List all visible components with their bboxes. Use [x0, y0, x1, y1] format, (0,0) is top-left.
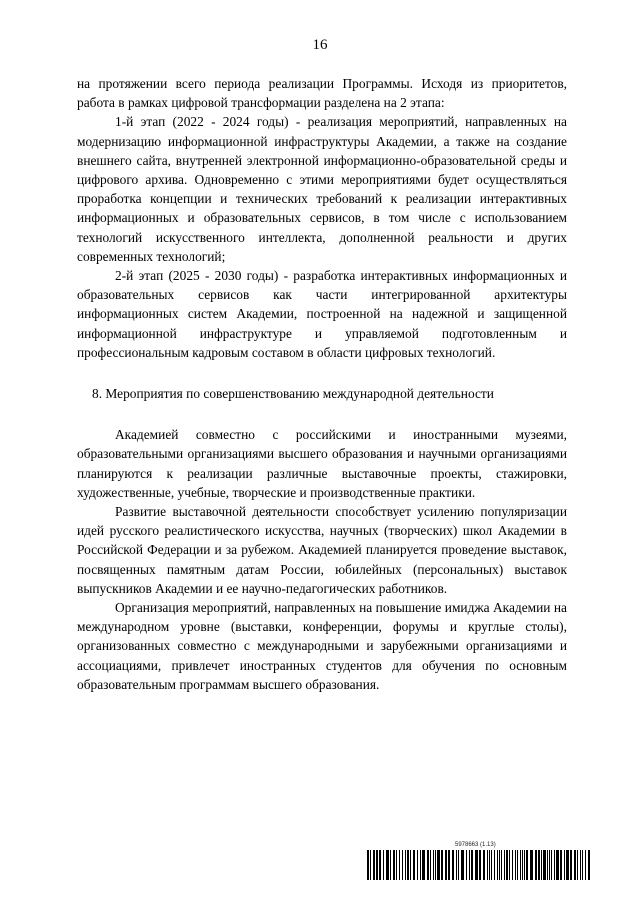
barcode-bar: [410, 850, 411, 880]
barcode-bar: [530, 850, 533, 880]
barcode-bar: [448, 850, 450, 880]
barcode-bar: [547, 850, 548, 880]
barcode-bar: [580, 850, 581, 880]
barcode-bar: [461, 850, 464, 880]
barcode-bar: [407, 850, 409, 880]
barcode-bar: [458, 850, 459, 880]
barcode-bar: [543, 850, 546, 880]
page-number: 16: [312, 37, 328, 53]
barcode-bar: [417, 850, 418, 880]
barcode-bar: [441, 850, 443, 880]
barcode-bar: [427, 850, 429, 880]
barcode-bar: [551, 850, 552, 880]
stage-2-paragraph: 2-й этап (2025 - 2030 годы) - разработка интерактивных информационных и образовательных сервисов как части интегрированной архитектуры информационных систем Академии, построенной на надежной и защищенной информационной инфраструктуре и управляемой подготовленным и профессиональным кадровым составом в области цифровых технологий.: [77, 268, 567, 360]
barcode-bar: [390, 850, 391, 880]
document-body: [77, 74, 567, 694]
barcode-bar: [497, 850, 498, 880]
barcode-bar: [433, 850, 434, 880]
barcode-bar: [570, 850, 572, 880]
barcode-bar: [405, 850, 406, 880]
barcode-bar: [456, 850, 457, 880]
barcode-bar: [479, 850, 481, 880]
barcode-bar: [506, 850, 508, 880]
barcode-bar: [420, 850, 421, 880]
section-8-heading: 8. Мероприятия по совершенствованию международной деятельности: [92, 386, 494, 402]
barcode-bar: [564, 850, 565, 880]
barcode-bar: [491, 850, 492, 880]
barcode-bar: [383, 850, 384, 880]
barcode-bar: [370, 850, 371, 880]
barcode-bar: [574, 850, 576, 880]
barcode-bar: [399, 850, 400, 880]
barcode-bar: [541, 850, 542, 880]
barcode-bar: [585, 850, 586, 880]
barcode-bar: [526, 850, 528, 880]
barcode-bar: [402, 850, 403, 880]
barcode-bar: [509, 850, 510, 880]
barcode-bar: [367, 850, 369, 880]
barcode-bar: [396, 850, 397, 880]
barcode-bar: [577, 850, 578, 880]
barcode-bar: [437, 850, 440, 880]
barcode-bar: [445, 850, 447, 880]
barcode-image: [367, 850, 593, 880]
barcode-bar: [504, 850, 505, 880]
barcode-bar: [373, 850, 375, 880]
section-8-paragraph-1: Академией совместно с российскими и иностранными музеями, образовательными организациями высшего образования и научными организациями планируются к реализации различные выставочные проекты, стажировки, художественные, учебные, творческие и производственные практики.: [77, 427, 567, 500]
barcode-bar: [471, 850, 473, 880]
barcode-bar: [466, 850, 467, 880]
barcode-bar: [515, 850, 516, 880]
barcode-bar: [538, 850, 540, 880]
barcode-bar: [435, 850, 436, 880]
barcode-bar: [556, 850, 559, 880]
barcode-bar: [524, 850, 525, 880]
barcode-bar: [393, 850, 395, 880]
barcode-bar: [386, 850, 389, 880]
barcode-bar: [499, 850, 500, 880]
barcode-bar: [517, 850, 518, 880]
barcode-bar: [535, 850, 537, 880]
barcode-bar: [487, 850, 488, 880]
barcode-bar: [549, 850, 550, 880]
barcode-bar: [560, 850, 562, 880]
barcode-bar: [494, 850, 495, 880]
barcode-bar: [582, 850, 583, 880]
document-serial-number: 5978663 (1.13): [455, 842, 496, 848]
barcode-bar: [452, 850, 454, 880]
intro-paragraph-continuation: на протяжении всего периода реализации Программы. Исходя из приоритетов, работа в рамках цифровой трансформации разделена на 2 этапа:: [77, 76, 567, 111]
barcode-bar: [483, 850, 485, 880]
barcode-bar: [489, 850, 490, 880]
barcode-bar: [522, 850, 523, 880]
barcode-bar: [376, 850, 378, 880]
stage-1-paragraph: 1-й этап (2022 - 2024 годы) - реализация мероприятий, направленных на модернизацию информационной инфраструктуры Академии, а также на создание внешнего сайта, внутренней электронной информационно-образовательной среды и цифрового архива. Одновременно с этими мероприятиями будет осуществляться проработка концепции и технических требований к реализации интерактивных информационных и образовательных сервисов, в том числе с использованием технологий искусственного интеллекта, дополненной реальности и других современных технологий;: [77, 114, 567, 264]
barcode-bar: [566, 850, 569, 880]
barcode-bar: [588, 850, 590, 880]
barcode-bar: [469, 850, 470, 880]
barcode-bar: [520, 850, 521, 880]
barcode-bar: [475, 850, 478, 880]
barcode-bar: [501, 850, 502, 880]
barcode-bar: [413, 850, 415, 880]
barcode-bar: [512, 850, 513, 880]
section-8-paragraph-3: Организация мероприятий, направленных на повышение имиджа Академии на международном уровне (выставки, конференции, форумы и круглые столы), организованных совместно с международными и зарубежными организациями и ассоциациями, привлечет иностранных студентов для обучения по основным образовательным программам высшего образования.: [77, 600, 567, 692]
section-8-paragraph-2: Развитие выставочной деятельности способствует усилению популяризации идей русского реалистического искусства, научных (творческих) школ Академии в Российской Федерации и за рубежом. Академией планируется проведение выставок, посвященных памятным датам России, юбилейных (персональных) выставок выпускников Академии и ее научно-педагогических работников.: [77, 504, 567, 596]
barcode-bar: [430, 850, 431, 880]
barcode-bar: [422, 850, 425, 880]
barcode-bar: [554, 850, 555, 880]
barcode-bar: [379, 850, 381, 880]
section-gap: [77, 403, 567, 425]
